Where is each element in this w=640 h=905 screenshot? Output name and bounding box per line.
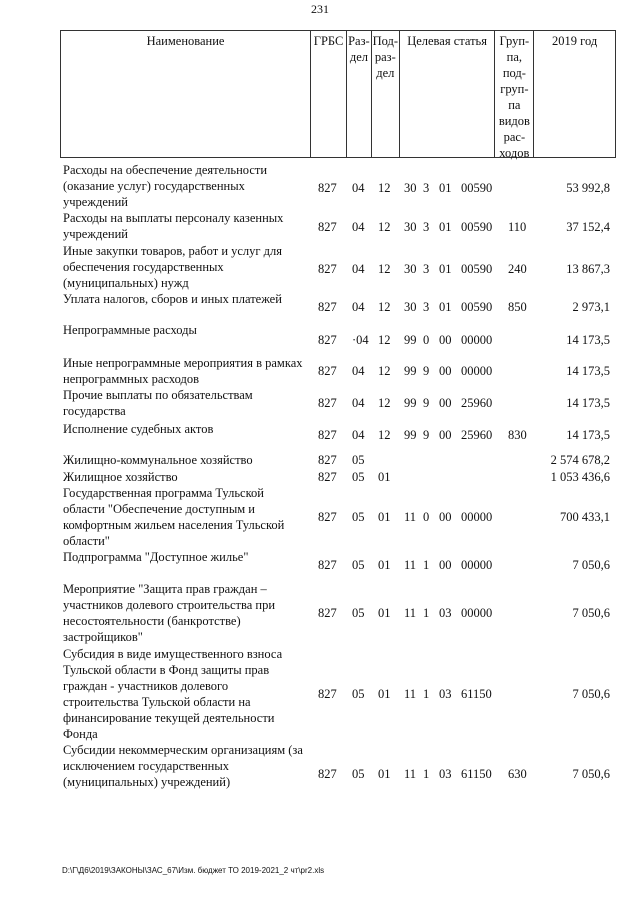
row-value: 7 050,6: [572, 767, 610, 781]
row-target-subprogram: 0: [423, 510, 430, 524]
row-target-direction: 00000: [461, 333, 493, 347]
row-grbs: 827: [318, 181, 337, 195]
row-value: 7 050,6: [572, 606, 610, 620]
row-target-event: 03: [439, 606, 452, 620]
row-razdel: 05: [352, 606, 365, 620]
row-group: 630: [508, 767, 527, 781]
row-target-direction: 00590: [461, 262, 493, 276]
row-podrazdel: 12: [378, 428, 391, 442]
row-target-subprogram: 1: [423, 767, 430, 781]
row-podrazdel: 12: [378, 396, 391, 410]
file-path-footer: D:\Г\Д6\2019\ЗАКОНЫ\ЗАС_67\Изм. бюджет ТО 2019-2021_2 чт\pr2.xls: [62, 866, 325, 875]
row-name: Иные непрограммные мероприятия в рамках непрограммных расходов: [63, 356, 303, 386]
page-number: 231: [311, 2, 329, 16]
row-grbs: 827: [318, 333, 337, 347]
row-name: Иные закупки товаров, работ и услуг для обеспечения государственных (муниципальных) нужд: [63, 244, 283, 290]
row-razdel: 05: [352, 453, 365, 467]
row-razdel: 04: [352, 220, 365, 234]
row-razdel: 04: [352, 428, 365, 442]
row-target-program: 30: [404, 220, 417, 234]
row-podrazdel: 01: [378, 470, 391, 484]
row-value: 700 433,1: [560, 510, 610, 524]
row-grbs: 827: [318, 262, 337, 276]
row-name: Подпрограмма "Доступное жилье": [63, 550, 249, 564]
row-group: 830: [508, 428, 527, 442]
row-name: Субсидии некоммерческим организациям (за исключением государственных (муниципальных) учреждений): [63, 743, 303, 789]
row-target-event: 01: [439, 220, 452, 234]
header-podrazdel: Под- раз- дел: [372, 31, 400, 157]
row-target-program: 30: [404, 300, 417, 314]
row-target-program: 99: [404, 428, 417, 442]
row-target-event: 00: [439, 510, 452, 524]
row-razdel: 04: [352, 300, 365, 314]
row-target-program: 11: [404, 558, 417, 572]
row-target-program: 11: [404, 687, 417, 701]
row-grbs: 827: [318, 220, 337, 234]
row-name: Прочие выплаты по обязательствам государства: [63, 388, 253, 418]
row-podrazdel: 12: [378, 220, 391, 234]
row-name: Исполнение судебных актов: [63, 422, 214, 436]
row-target-event: 00: [439, 396, 452, 410]
row-razdel: 05: [352, 558, 365, 572]
row-grbs: 827: [318, 470, 337, 484]
header-name: Наименование: [61, 31, 311, 157]
row-target-direction: 00000: [461, 364, 493, 378]
row-target-program: 11: [404, 510, 417, 524]
row-razdel: 04: [352, 262, 365, 276]
row-razdel: 05: [352, 767, 365, 781]
row-grbs: 827: [318, 510, 337, 524]
row-razdel: 05: [352, 687, 365, 701]
row-grbs: 827: [318, 300, 337, 314]
row-grbs: 827: [318, 364, 337, 378]
row-grbs: 827: [318, 558, 337, 572]
row-value: 1 053 436,6: [550, 470, 610, 484]
row-target-direction: 61150: [461, 687, 492, 701]
row-target-direction: 00590: [461, 300, 493, 314]
row-target-program: 30: [404, 181, 417, 195]
row-target-program: 11: [404, 606, 417, 620]
row-value: 2 973,1: [572, 300, 610, 314]
row-name: Непрограммные расходы: [63, 323, 197, 337]
row-target-event: 00: [439, 364, 452, 378]
header-target-article: Целевая статья: [400, 31, 496, 157]
row-target-subprogram: 1: [423, 687, 430, 701]
row-target-direction: 25960: [461, 428, 493, 442]
row-target-event: 00: [439, 558, 452, 572]
row-grbs: 827: [318, 767, 337, 781]
row-name: Уплата налогов, сборов и иных платежей: [63, 292, 282, 306]
row-razdel: 04: [352, 364, 365, 378]
row-target-event: 00: [439, 333, 452, 347]
row-target-subprogram: 9: [423, 428, 430, 442]
row-podrazdel: 01: [378, 606, 391, 620]
row-target-event: 01: [439, 262, 452, 276]
row-name: Жилищно-коммунальное хозяйство: [63, 453, 253, 467]
row-target-direction: 25960: [461, 396, 493, 410]
header-year: 2019 год: [552, 34, 598, 48]
row-name: Субсидия в виде имущественного взноса Тульской области в Фонд защиты прав граждан - участников долевого строительства Тульской области на финансирование текущей деятельности Фонда: [63, 647, 283, 741]
row-value: 7 050,6: [572, 558, 610, 572]
row-target-subprogram: 3: [423, 220, 430, 234]
row-target-subprogram: 1: [423, 558, 430, 572]
row-razdel: ·04: [352, 333, 369, 347]
row-podrazdel: 12: [378, 364, 391, 378]
row-razdel: 05: [352, 510, 365, 524]
row-target-direction: 00590: [461, 181, 493, 195]
row-target-direction: 61150: [461, 767, 492, 781]
row-razdel: 05: [352, 470, 365, 484]
row-name: Государственная программа Тульской области "Обеспечение доступным и комфортным жильем населения Тульской области": [63, 486, 285, 548]
row-value: 7 050,6: [572, 687, 610, 701]
row-value: 14 173,5: [566, 428, 610, 442]
row-value: 14 173,5: [566, 396, 610, 410]
row-razdel: 04: [352, 181, 365, 195]
row-target-program: 99: [404, 396, 417, 410]
row-target-subprogram: 9: [423, 396, 430, 410]
row-target-direction: 00000: [461, 558, 493, 572]
row-podrazdel: 12: [378, 181, 391, 195]
row-grbs: 827: [318, 428, 337, 442]
row-podrazdel: 12: [378, 300, 391, 314]
row-target-subprogram: 9: [423, 364, 430, 378]
row-podrazdel: 01: [378, 687, 391, 701]
row-target-subprogram: 3: [423, 300, 430, 314]
row-name: Расходы на обеспечение деятельности (оказание услуг) государственных учреждений: [63, 163, 268, 209]
row-target-direction: 00590: [461, 220, 493, 234]
row-target-program: 99: [404, 333, 417, 347]
row-target-program: 99: [404, 364, 417, 378]
row-value: 53 992,8: [566, 181, 610, 195]
row-target-event: 00: [439, 428, 452, 442]
row-target-subprogram: 1: [423, 606, 430, 620]
row-target-subprogram: 3: [423, 262, 430, 276]
row-group: 240: [508, 262, 527, 276]
row-value: 14 173,5: [566, 364, 610, 378]
row-name: Мероприятие "Защита прав граждан – участников долевого строительства при несостоятельности (банкротстве) застройщиков": [63, 582, 276, 644]
row-razdel: 04: [352, 396, 365, 410]
row-grbs: 827: [318, 396, 337, 410]
row-target-event: 01: [439, 300, 452, 314]
row-name: Расходы на выплаты персоналу казенных учреждений: [63, 211, 284, 241]
row-name: Жилищное хозяйство: [63, 470, 178, 484]
row-podrazdel: 12: [378, 333, 391, 347]
row-podrazdel: 01: [378, 767, 391, 781]
row-grbs: 827: [318, 687, 337, 701]
row-target-subprogram: 0: [423, 333, 430, 347]
row-value: 37 152,4: [566, 220, 610, 234]
row-group: 850: [508, 300, 527, 314]
row-podrazdel: 01: [378, 510, 391, 524]
row-group: 110: [508, 220, 527, 234]
row-value: 2 574 678,2: [550, 453, 610, 467]
row-target-program: 11: [404, 767, 417, 781]
row-target-direction: 00000: [461, 510, 493, 524]
row-grbs: 827: [318, 453, 337, 467]
row-value: 13 867,3: [566, 262, 610, 276]
row-target-event: 01: [439, 181, 452, 195]
row-podrazdel: 12: [378, 262, 391, 276]
row-target-subprogram: 3: [423, 181, 430, 195]
row-target-event: 03: [439, 687, 452, 701]
header-expense-group: Груп- па, под- груп- па видов рас- ходов: [495, 31, 534, 157]
row-target-direction: 00000: [461, 606, 493, 620]
row-target-event: 03: [439, 767, 452, 781]
row-podrazdel: 01: [378, 558, 391, 572]
row-value: 14 173,5: [566, 333, 610, 347]
header-razdel: Раз- дел: [347, 31, 372, 157]
header-grbs: ГРБС: [311, 31, 347, 157]
row-target-program: 30: [404, 262, 417, 276]
row-grbs: 827: [318, 606, 337, 620]
